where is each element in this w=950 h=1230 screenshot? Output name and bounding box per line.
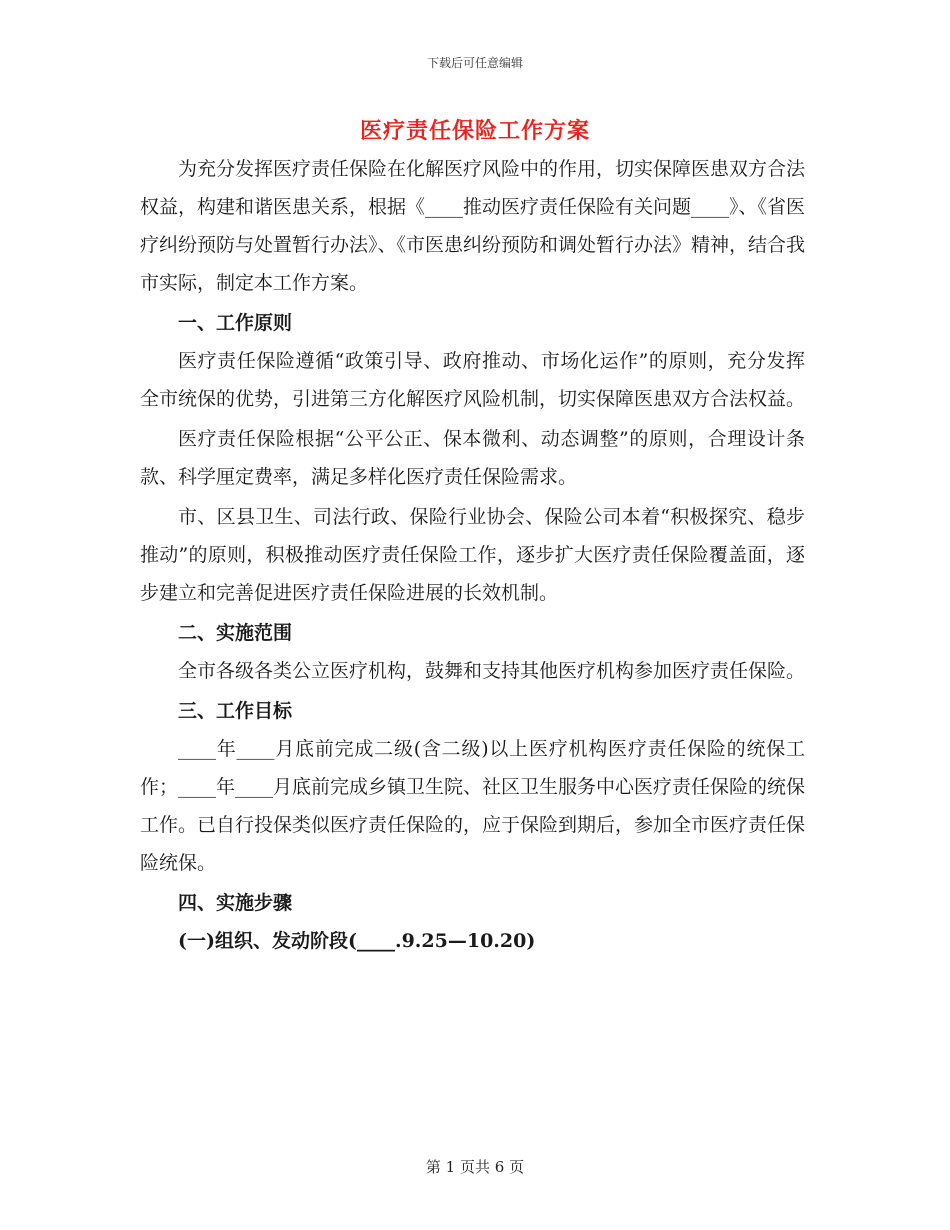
principles-paragraph-3: 市、区县卫生、司法行政、保险行业协会、保险公司本着“积极探究、稳步推动”的原则，积极推动医疗责任保险工作，逐步扩大医疗责任保险覆盖面，逐步建立和完善促进医疗责任保险进展的长效机制。 [140,506,805,604]
section-heading-scope: 二、实施范围 [178,622,293,644]
subsection-heading-organize: (一)组织、发动阶段(____.9.25—10.20) [178,930,536,952]
section-heading-goals: 三、工作目标 [178,700,293,722]
principles-paragraph-1: 医疗责任保险遵循“政策引导、政府推动、市场化运作”的原则，充分发挥全市统保的优势，引进第三方化解医疗风险机制，切实保障医患双方合法权益。 [140,350,806,410]
page-header-note: 下载后可任意编辑 [426,56,523,70]
goals-paragraph: ____年____月底前完成二级(含二级)以上医疗机构医疗责任保险的统保工作；____年____月底前完成乡镇卫生院、社区卫生服务中心医疗责任保险的统保工作。已自行投保类似医疗责任保险的，应于保险到期后，参加全市医疗责任保险统保。 [140,738,806,874]
principles-paragraph-2: 医疗责任保险根据“公平公正、保本微利、动态调整”的原则，合理设计条款、科学厘定费率，满足多样化医疗责任保险需求。 [140,428,805,488]
document-body [140,150,805,960]
document-title: 医疗责任保险工作方案 [359,118,590,144]
scope-paragraph: 全市各级各类公立医疗机构，鼓舞和支持其他医疗机构参加医疗责任保险。 [178,660,806,682]
section-heading-principles: 一、工作原则 [178,312,293,334]
section-heading-steps: 四、实施步骤 [178,892,293,914]
intro-paragraph: 为充分发挥医疗责任保险在化解医疗风险中的作用，切实保障医患双方合法权益，构建和谐医患关系，根据《____推动医疗责任保险有关问题____》、《省医疗纠纷预防与处置暂行办法》、《市医患纠纷预防和调处暂行办法》精神，结合我市实际，制定本工作方案。 [140,158,806,294]
page-footer-number: 第 1 页共 6 页 [425,1158,525,1176]
